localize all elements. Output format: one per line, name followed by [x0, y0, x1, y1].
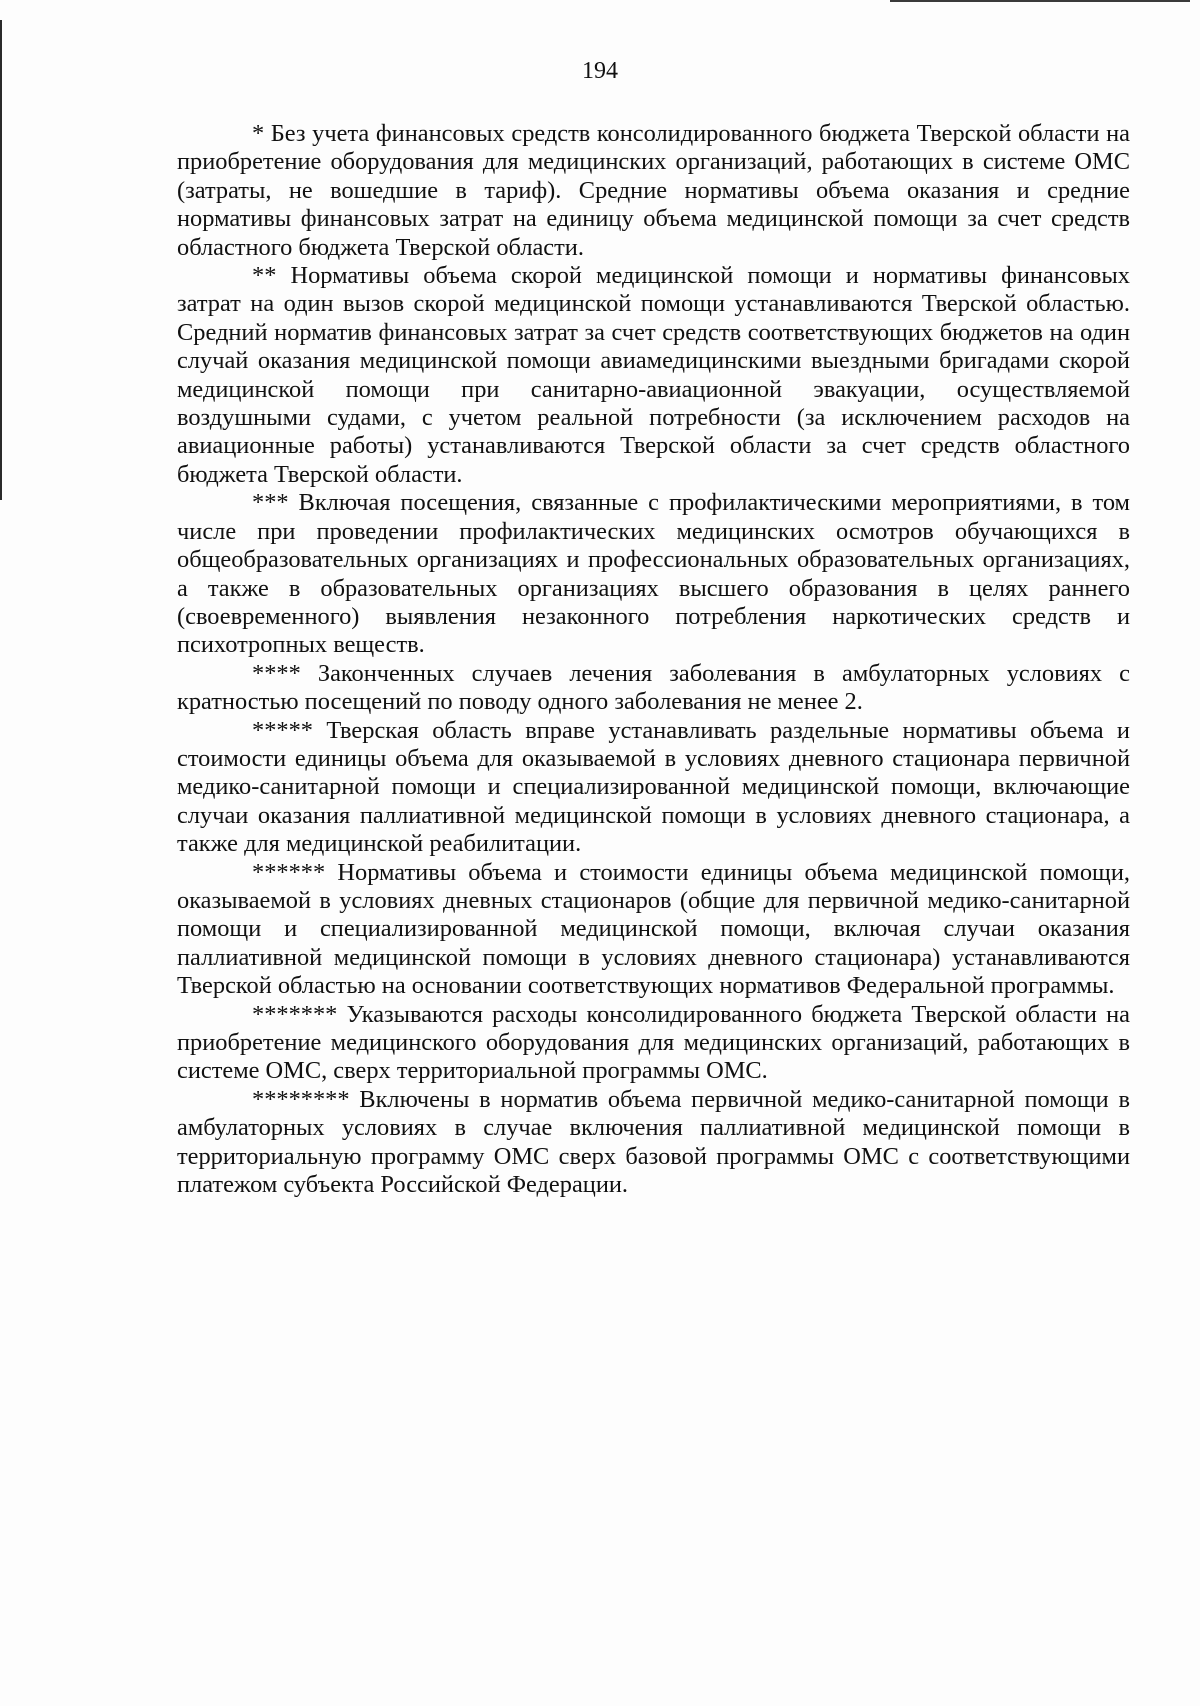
- footnote-5: ***** Тверская область вправе устанавливать раздельные нормативы объема и стоимости единицы объема для оказываемой в условиях дневного стационара первичной медико-санитарной помощи и специализированной медицинской помощи, включающие случаи оказания паллиативной медицинской помощи в условиях дневного стационара, а также для медицинской реабилитации.: [177, 716, 1130, 858]
- document-body: [177, 120, 1130, 1199]
- footnote-8: ******** Включены в норматив объема первичной медико-санитарной помощи в амбулаторных условиях в случае включения паллиативной медицинской помощи в территориальную программу ОМС сверх базовой программы ОМС с соответствующими платежом субъекта Российской Федерации.: [177, 1085, 1130, 1199]
- page-number: 194: [582, 58, 618, 84]
- footnote-6: ****** Нормативы объема и стоимости единицы объема медицинской помощи, оказываемой в условиях дневных стационаров (общие для первичной медико-санитарной помощи и специализированной медицинской помощи, включая случаи оказания паллиативной медицинской помощи в условиях дневного стационара) устанавливаются Тверской областью на основании соответствующих нормативов Федеральной программы.: [177, 858, 1130, 1000]
- footnote-4: **** Законченных случаев лечения заболевания в амбулаторных условиях с кратностью посещений по поводу одного заболевания не менее 2.: [177, 659, 1130, 716]
- scan-edge-left: [0, 20, 2, 500]
- footnote-1: * Без учета финансовых средств консолидированного бюджета Тверской области на приобретение оборудования для медицинских организаций, работающих в системе ОМС (затраты, не вошедшие в тариф). Средние нормативы объема оказания и средние нормативы финансовых затрат на единицу объема медицинской помощи за счет средств областного бюджета Тверской области.: [177, 120, 1130, 261]
- footnote-3: *** Включая посещения, связанные с профилактическими мероприятиями, в том числе при проведении профилактических медицинских осмотров обучающихся в общеобразовательных организациях и профессиональных образовательных организациях, а также в образовательных организациях высшего образования в целях раннего (своевременного) выявления незаконного потребления наркотических средств и психотропных веществ.: [177, 489, 1130, 659]
- scan-edge-top: [890, 0, 1190, 2]
- footnote-2: ** Нормативы объема скорой медицинской помощи и нормативы финансовых затрат на один вызов скорой медицинской помощи устанавливаются Тверской областью. Средний норматив финансовых затрат за счет средств соответствующих бюджетов на один случай оказания медицинской помощи авиамедицинскими выездными бригадами скорой медицинской помощи при санитарно-авиационной эвакуации, осуществляемой воздушными судами, с учетом реальной потребности (за исключением расходов на авиационные работы) устанавливаются Тверской области за счет средств областного бюджета Тверской области.: [177, 262, 1130, 488]
- footnote-7: ******* Указываются расходы консолидированного бюджета Тверской области на приобретение медицинского оборудования для медицинских организаций, работающих в системе ОМС, сверх территориальной программы ОМС.: [177, 1000, 1130, 1085]
